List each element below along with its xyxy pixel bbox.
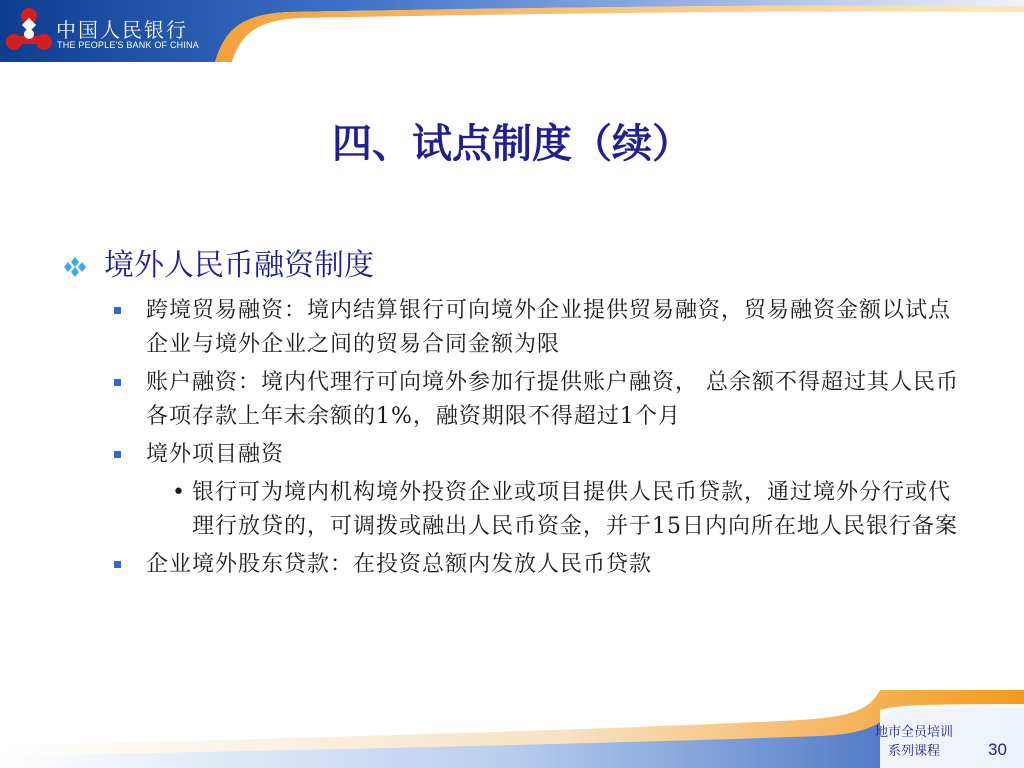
sub-list-item-text: 银行可为境内机构境外投资企业或项目提供人民币贷款，通过境外分行或代理行放贷的，可调拨或融出人民币资金，并于15日内向所在地人民银行备案 xyxy=(192,480,958,539)
square-bullet-icon xyxy=(114,561,121,568)
footer-band xyxy=(0,690,1024,768)
header-band xyxy=(0,0,1024,62)
dot-bullet-icon: • xyxy=(172,480,186,505)
list-item-text: 跨境贸易融资：境内结算银行可向境外企业提供贸易融资，贸易融资金额以试点企业与境外企业之间的贸易合同金额为限 xyxy=(146,298,952,357)
pboc-logo-icon xyxy=(4,6,54,56)
footer-line-1: 地市全员培训 xyxy=(874,725,953,740)
list-item xyxy=(114,548,962,582)
list-item-text: 账户融资：境内代理行可向境外参加行提供账户融资， 总余额不得超过其人民币各项存款上年末余额的1%，融资期限不得超过1个月 xyxy=(146,370,959,429)
slide-content xyxy=(62,246,962,586)
section-heading-row xyxy=(62,246,962,286)
square-bullet-icon xyxy=(114,379,121,386)
slide-title: 四、试点制度（续） xyxy=(332,120,692,167)
list-item xyxy=(114,366,962,434)
section-heading: 境外人民币融资制度 xyxy=(104,248,374,283)
square-bullet-icon xyxy=(114,451,121,458)
bank-name-en: THE PEOPLE'S BANK OF CHINA xyxy=(57,40,199,50)
square-bullet-icon xyxy=(114,307,121,314)
footer-band-shape xyxy=(0,690,1024,768)
bank-name-cn: 中国人民银行 xyxy=(56,18,188,42)
list-item xyxy=(114,438,962,472)
list-item-text: 企业境外股东贷款：在投资总额内发放人民币贷款 xyxy=(146,552,653,577)
footer-line-2: 系列课程 xyxy=(887,744,940,759)
footer-course-label xyxy=(872,723,956,761)
page-number: 30 xyxy=(988,740,1007,759)
list-item-text: 境外项目融资 xyxy=(146,442,285,467)
list-item xyxy=(114,294,962,362)
diamond-bullet-icon xyxy=(62,256,88,278)
sub-list-item xyxy=(168,476,962,544)
